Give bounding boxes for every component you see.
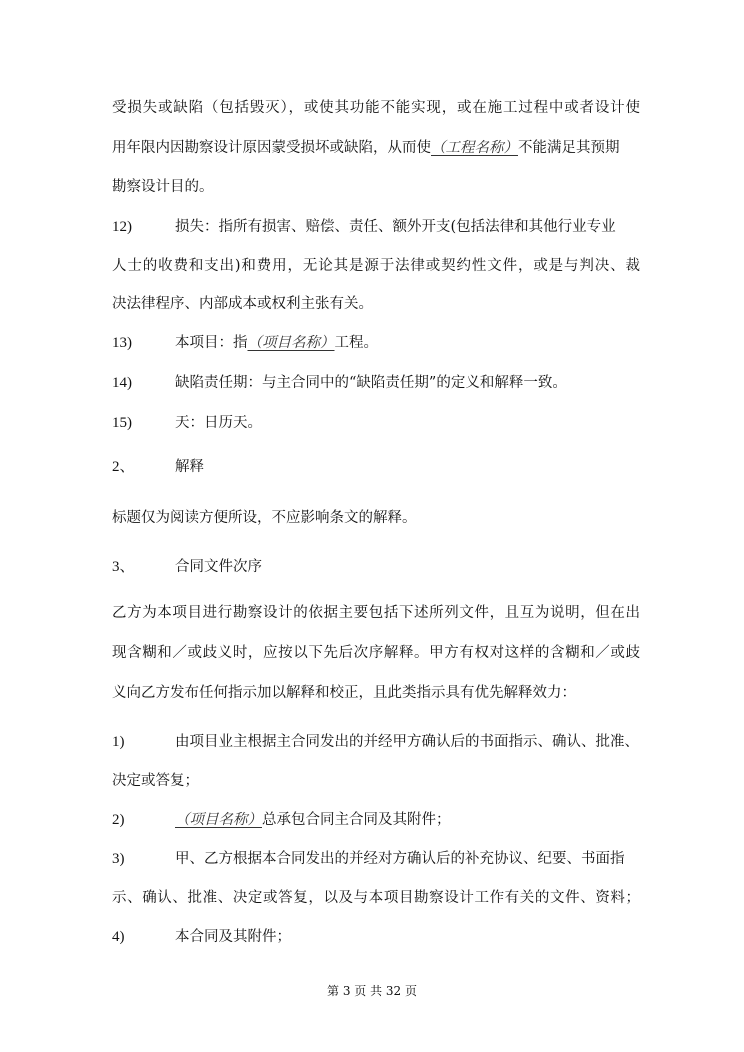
- placeholder-project-name: （项目名称）: [175, 812, 262, 828]
- section-heading-3: [112, 557, 640, 577]
- section-title: 合同文件次序: [175, 559, 262, 575]
- text: 由项目业主根据主合同发出的并经甲方确认后的书面指示、确认、批准、: [175, 734, 639, 750]
- list-item-13: [112, 333, 640, 353]
- doc-list-item-2: [112, 810, 640, 830]
- paragraph-line: 人士的收费和支出)和费用，无论其是源于法律或契约性文件，或是与判决、裁: [112, 258, 640, 274]
- list-item-12: [112, 217, 640, 237]
- text: 天：日历天。: [175, 415, 262, 431]
- list-item-14: [112, 373, 640, 393]
- paragraph-line: 受损失或缺陷（包括毁灭），或使其功能不能实现，或在施工过程中或者设计使: [112, 100, 640, 116]
- paragraph-line: 义向乙方发布任何指示加以解释和校正，且此类指示具有优先解释效力：: [112, 685, 576, 701]
- paragraph-line: 标题仅为阅读方便所设，不应影响条文的解释。: [112, 510, 417, 526]
- section-number: 2、: [112, 459, 135, 475]
- paragraph-line: 决定或答复；: [112, 773, 199, 789]
- text: 工程。: [334, 335, 378, 351]
- text: 缺陷责任期：与主合同中的“缺陷责任期”的定义和解释一致。: [175, 375, 567, 391]
- doc-list-item-1: [112, 732, 640, 752]
- text: 不能满足其预期: [518, 140, 620, 156]
- placeholder-project-name: （项目名称）: [247, 335, 335, 351]
- section-title: 解释: [175, 459, 204, 475]
- item-number: 2): [112, 812, 125, 828]
- text: 损失：指所有损害、赔偿、责任、额外开支(包括法律和其他行业专业: [175, 219, 616, 235]
- text: 本项目：指: [175, 335, 248, 351]
- item-number: 4): [112, 929, 125, 945]
- section-number: 3、: [112, 559, 135, 575]
- item-number: 13): [112, 335, 132, 351]
- text: 本合同及其附件；: [175, 929, 291, 945]
- paragraph-line: 现含糊和／或歧义时，应按以下先后次序解释。甲方有权对这样的含糊和／或歧: [112, 645, 640, 661]
- paragraph-line: 勘察设计目的。: [112, 179, 214, 195]
- item-number: 15): [112, 415, 132, 431]
- item-number: 3): [112, 851, 125, 867]
- section-heading-2: [112, 457, 640, 477]
- placeholder-project-name: （工程名称）: [431, 140, 518, 156]
- item-number: 12): [112, 219, 132, 235]
- text: 用年限内因勘察设计原因蒙受损坏或缺陷，从而使: [112, 140, 431, 156]
- paragraph-line: 乙方为本项目进行勘察设计的依据主要包括下述所列文件，且互为说明，但在出: [112, 605, 640, 621]
- text: 甲、乙方根据本合同发出的并经对方确认后的补充协议、纪要、书面指: [175, 851, 625, 867]
- text: 总承包合同主合同及其附件；: [262, 812, 451, 828]
- paragraph-line: [112, 138, 640, 158]
- item-number: 14): [112, 375, 132, 391]
- item-number: 1): [112, 734, 125, 750]
- paragraph-line: 决法律程序、内部成本或权利主张有关。: [112, 296, 373, 312]
- doc-list-item-3: [112, 849, 640, 869]
- paragraph-line: 示、确认、批准、决定或答复，以及与本项目勘察设计工作有关的文件、资料；: [112, 890, 640, 906]
- list-item-15: [112, 413, 640, 433]
- doc-list-item-4: [112, 927, 640, 947]
- page-footer: 第 3 页 共 32 页: [327, 984, 417, 998]
